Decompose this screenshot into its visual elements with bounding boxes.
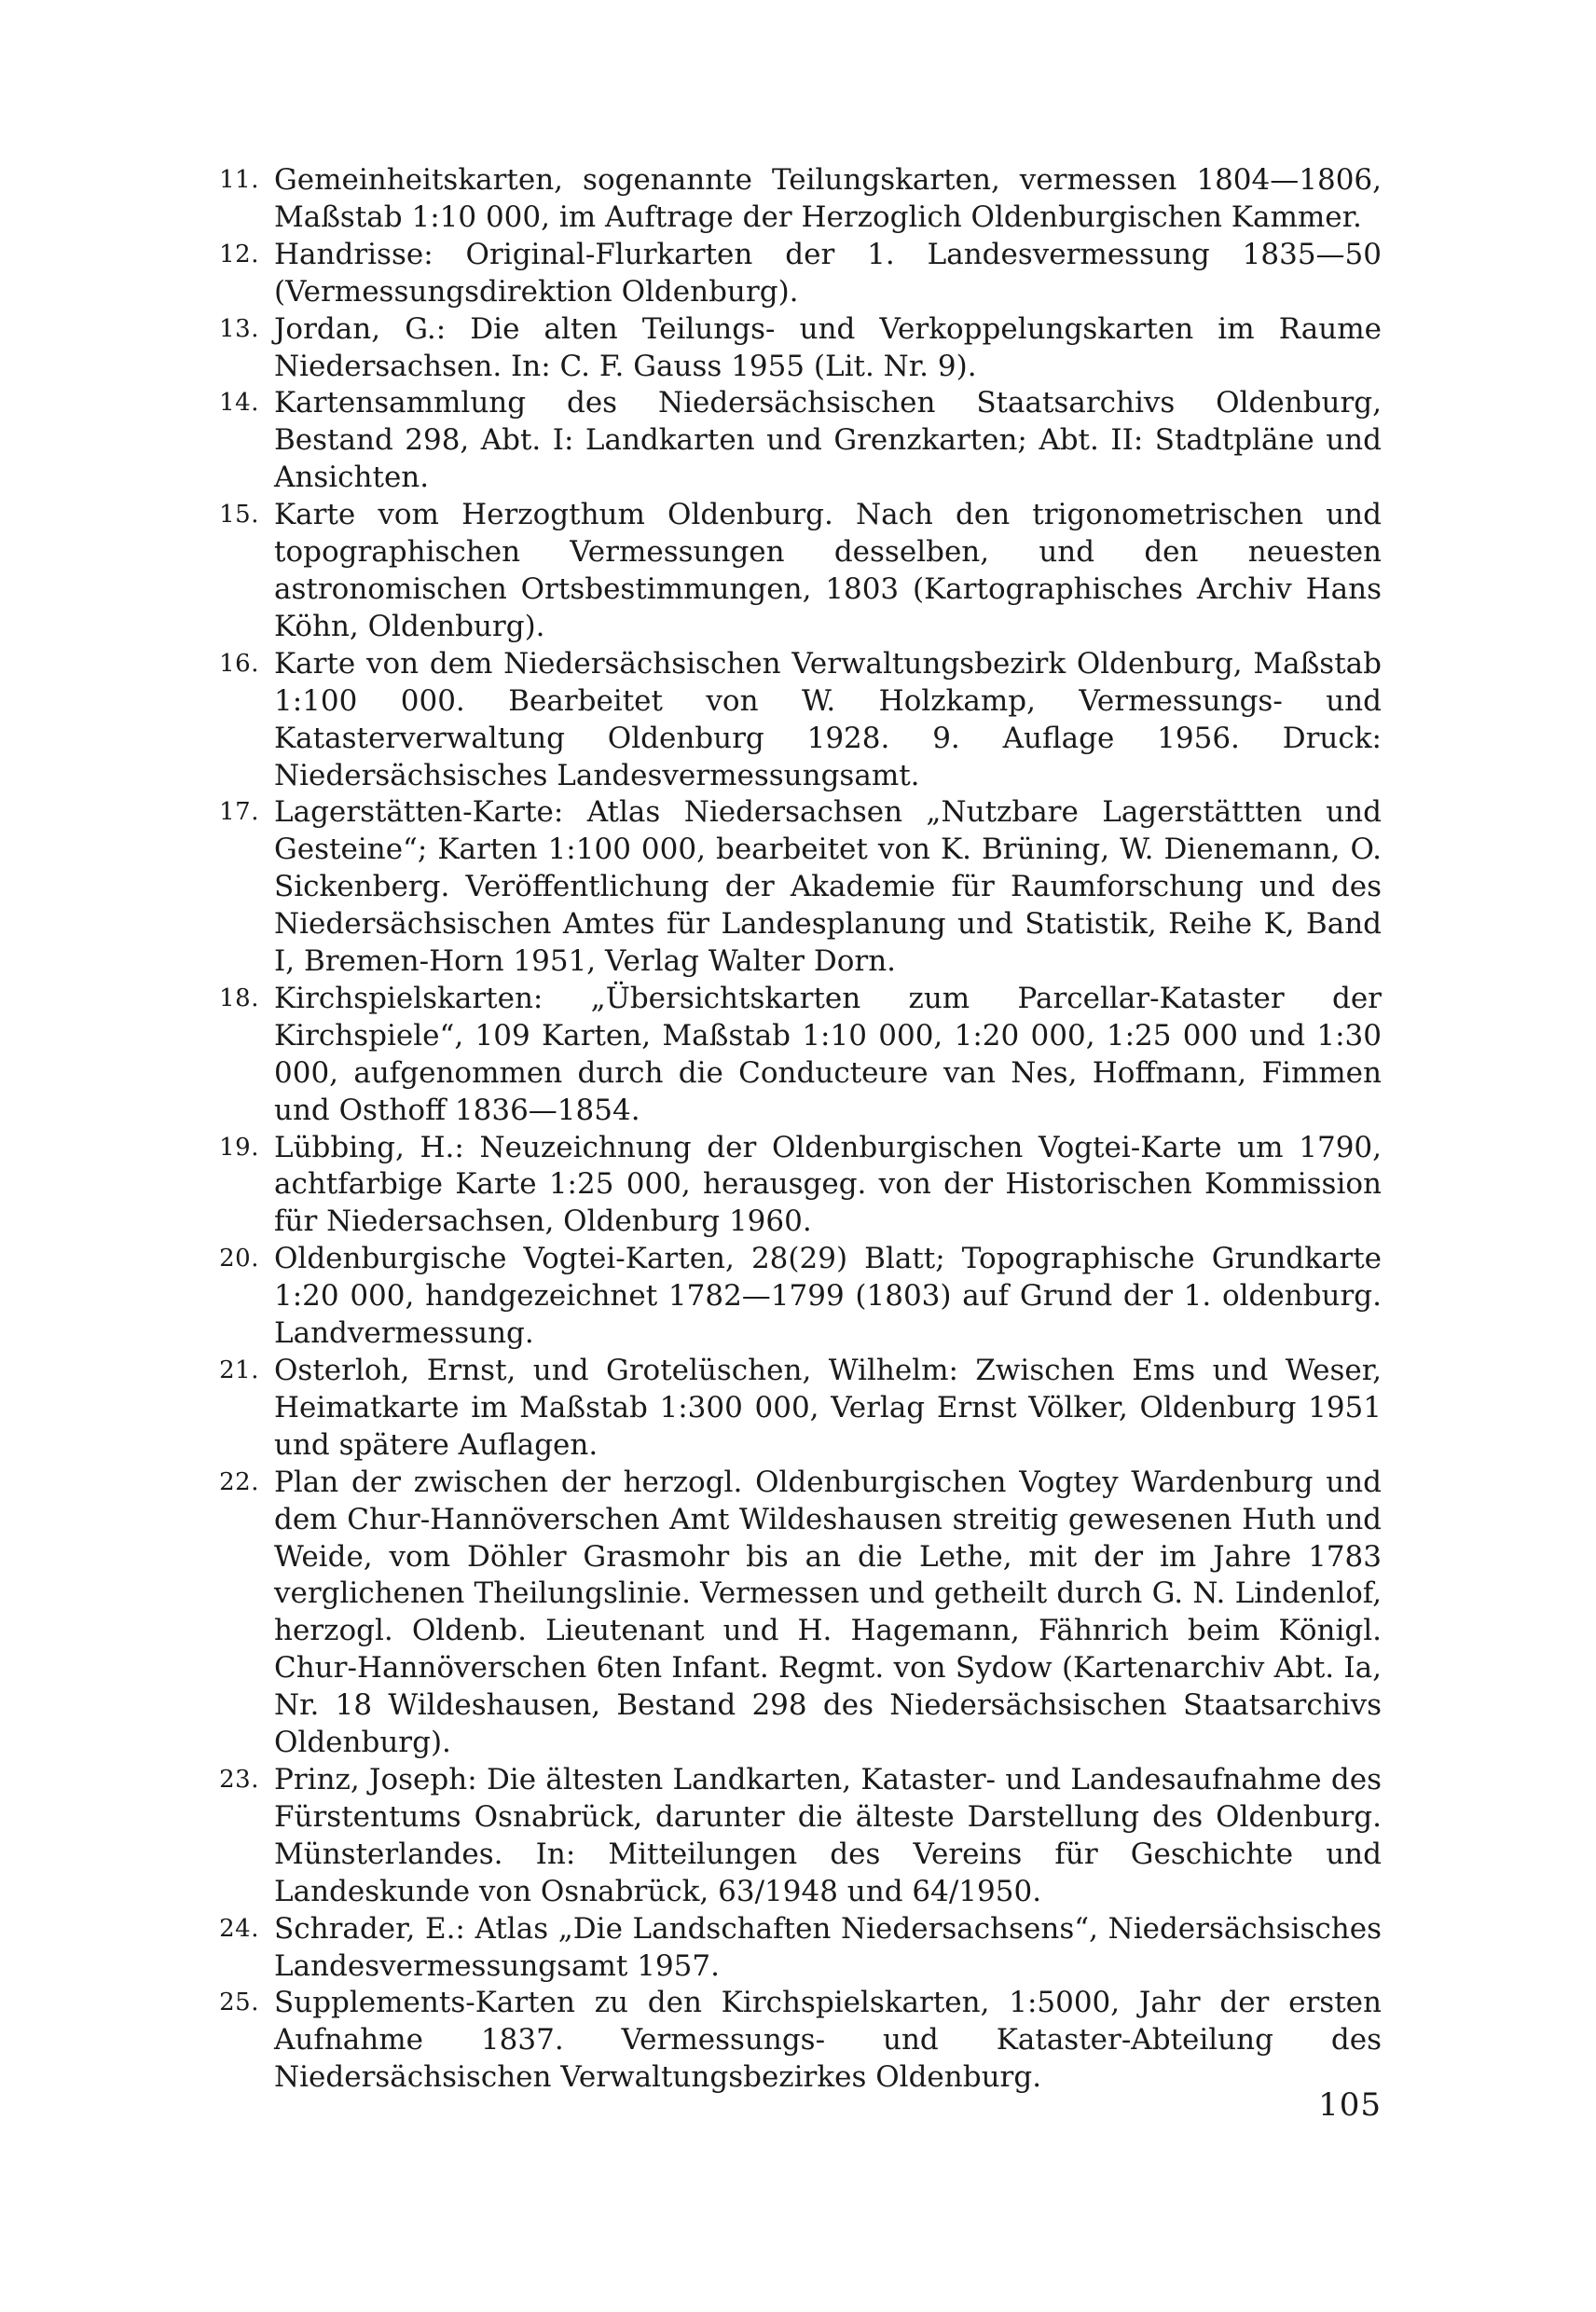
reference-number: 18.	[219, 984, 259, 1012]
reference-text: Karte vom Herzogthum Oldenburg. Nach den trigonometrischen und topographischen Vermessungen desselben, und den neuesten astronomischen Ortsbestimmungen, 1803 (Kartographisches Archiv Hans Köhn, Oldenburg).	[274, 498, 1382, 643]
reference-number: 23.	[219, 1765, 259, 1794]
reference-text: Gemeinheitskarten, sogenannte Teilungskarten, vermessen 1804—1806, Maßstab 1:10 000, im Auftrage der Herzoglich Oldenburgischen Kammer.	[274, 163, 1382, 234]
reference-text: Jordan, G.: Die alten Teilungs- und Verkoppelungskarten im Raume Niedersachsen. In: C. F. Gauss 1955 (Lit. Nr. 9).	[274, 311, 1382, 383]
reference-item	[220, 497, 1382, 646]
reference-number: 24.	[219, 1914, 259, 1943]
reference-item	[220, 1130, 1382, 1242]
reference-number: 17.	[219, 798, 259, 827]
reference-text: Lübbing, H.: Neuzeichnung der Oldenburgischen Vogtei-Karte um 1790, achtfarbige Karte 1:25 000, herausgeg. von der Historischen Kommission für Niedersachsen, Oldenburg 1960.	[274, 1130, 1382, 1239]
reference-item	[220, 1353, 1382, 1465]
reference-number: 21.	[219, 1356, 259, 1384]
reference-item	[220, 385, 1382, 497]
page-number: 105	[1318, 2086, 1382, 2124]
reference-item	[220, 646, 1382, 795]
reference-text: Supplements-Karten zu den Kirchspielskarten, 1:5000, Jahr der ersten Aufnahme 1837. Vermessungs- und Kataster-Abteilung des Niedersächsischen Verwaltungsbezirkes Oldenburg.	[274, 1986, 1382, 2095]
reference-text: Handrisse: Original-Flurkarten der 1. Landesvermessung 1835—50 (Vermessungsdirektion Oldenburg).	[274, 237, 1382, 309]
reference-item	[220, 981, 1382, 1130]
reference-list	[220, 162, 1382, 2097]
reference-text: Kartensammlung des Niedersächsischen Staatsarchivs Oldenburg, Bestand 298, Abt. I: Landkarten und Grenzkarten; Abt. II: Stadtpläne und Ansichten.	[274, 386, 1382, 495]
reference-item	[220, 1465, 1382, 1762]
reference-number: 15.	[219, 501, 259, 530]
reference-item	[220, 1241, 1382, 1353]
reference-text: Lagerstätten-Karte: Atlas Niedersachsen „Nutzbare Lagerstättten und Gesteine“; Karten 1:100 000, bearbeitet von K. Brüning, W. Dienemann, O. Sickenberg. Veröffentlichung der Akademie für Raumforschung und des Niedersächsischen Amtes für Landesplanung und Statistik, Reihe K, Band I, Bremen-Horn 1951, Verlag Walter Dorn.	[274, 795, 1382, 979]
reference-number: 14.	[219, 389, 259, 418]
reference-number: 22.	[219, 1467, 259, 1496]
reference-text: Schrader, E.: Atlas „Die Landschaften Niedersachsens“, Niedersächsisches Landesvermessungsamt 1957.	[274, 1911, 1382, 1983]
reference-number: 20.	[219, 1245, 259, 1273]
reference-number: 11.	[219, 166, 259, 194]
reference-item	[220, 1911, 1382, 1986]
reference-item	[220, 162, 1382, 237]
reference-number: 13.	[219, 314, 259, 343]
reference-text: Osterloh, Ernst, und Grotelüschen, Wilhelm: Zwischen Ems und Weser, Heimatkarte im Maßstab 1:300 000, Verlag Ernst Völker, Oldenburg 1951 und spätere Auflagen.	[274, 1354, 1382, 1462]
reference-number: 12.	[219, 240, 259, 268]
reference-text: Kirchspielskarten: „Übersichtskarten zum Parcellar-Kataster der Kirchspiele“, 109 Karten, Maßstab 1:10 000, 1:20 000, 1:25 000 und 1:30 000, aufgenommen durch die Conducteure van Nes, Hoffmann, Fimmen und Osthoff 1836—1854.	[274, 981, 1382, 1127]
reference-text: Karte von dem Niedersächsischen Verwaltungsbezirk Oldenburg, Maßstab 1:100 000. Bearbeitet von W. Holzkamp, Vermessungs- und Katasterverwaltung Oldenburg 1928. 9. Auflage 1956. Druck: Niedersächsisches Landesvermessungsamt.	[274, 646, 1382, 792]
reference-item	[220, 237, 1382, 311]
reference-item	[220, 311, 1382, 386]
reference-item	[220, 1985, 1382, 2097]
reference-text: Plan der zwischen der herzogl. Oldenburgischen Vogtey Wardenburg und dem Chur-Hannöverschen Amt Wildeshausen streitig gewesenen Huth und Weide, vom Döhler Grasmohr bis an die Lethe, mit der im Jahre 1783 verglichenen Theilungslinie. Vermessen und getheilt durch G. N. Lindenlof, herzogl. Oldenb. Lieutenant und H. Hagemann, Fähnrich beim Königl. Chur-Hannöverschen 6ten Infant. Regmt. von Sydow (Kartenarchiv Abt. Ia, Nr. 18 Wildeshausen, Bestand 298 des Niedersächsischen Staatsarchivs Oldenburg).	[274, 1465, 1382, 1760]
reference-item	[220, 1762, 1382, 1911]
reference-number: 25.	[219, 1989, 259, 2017]
reference-text: Oldenburgische Vogtei-Karten, 28(29) Blatt; Topographische Grundkarte 1:20 000, handgezeichnet 1782—1799 (1803) auf Grund der 1. oldenburg. Landvermessung.	[274, 1242, 1382, 1351]
reference-number: 16.	[219, 649, 259, 678]
reference-item	[220, 794, 1382, 981]
reference-number: 19.	[219, 1133, 259, 1162]
reference-text: Prinz, Joseph: Die ältesten Landkarten, Kataster- und Landesaufnahme des Fürstentums Osnabrück, darunter die älteste Darstellung des Oldenburg. Münsterlandes. In: Mitteilungen des Vereins für Geschichte und Landeskunde von Osnabrück, 63/1948 und 64/1950.	[274, 1762, 1382, 1908]
